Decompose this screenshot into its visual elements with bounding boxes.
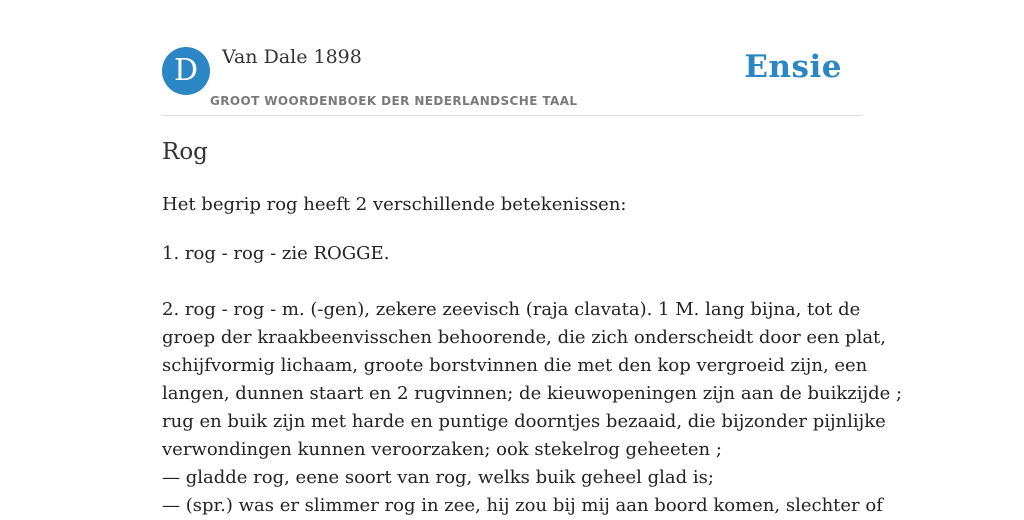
definition-line: 1. rog - rog - zie ROGGE. <box>162 243 390 264</box>
definition-line: — (spr.) was er slimmer rog in zee, hij zou bij mij aan boord komen, slechter of <box>162 495 883 516</box>
definition-list <box>162 240 903 520</box>
definition-line: — gladde rog, eene soort van rog, welks buik geheel glad is; <box>162 467 714 488</box>
definition-line: groep der kraakbeenvisschen behoorende, die zich onderscheidt door een plat, <box>162 327 887 348</box>
source-header <box>162 46 862 116</box>
ensie-logo[interactable]: Ensie <box>744 49 842 85</box>
definition-line: langen, dunnen staart en 2 rugvinnen; de kieuwopeningen zijn aan de buikzijde ; <box>162 383 903 404</box>
definition-line: 2. rog - rog - m. (-gen), zekere zeevisch (raja clavata). 1 M. lang bijna, tot de <box>162 299 861 320</box>
source-title[interactable]: Van Dale 1898 <box>222 46 362 68</box>
definition-line: schijfvormig lichaam, groote borstvinnen die met den kop vergroeid zijn, een <box>162 355 868 376</box>
definition-line: verwondingen kunnen veroorzaken; ook stekelrog geheeten ; <box>162 439 722 460</box>
definition-1 <box>162 240 862 268</box>
header-divider <box>162 115 862 116</box>
source-subtitle: GROOT WOORDENBOEK DER NEDERLANDSCHE TAAL <box>210 94 578 108</box>
definition-intro: Het begrip rog heeft 2 verschillende betekenissen: <box>162 194 627 215</box>
page-title: Rog <box>162 139 208 165</box>
source-avatar[interactable]: D <box>162 47 210 95</box>
definition-line: rug en buik zijn met harde en puntige doorntjes bezaaid, die bijzonder pijnlijke <box>162 411 886 432</box>
definition-2 <box>162 296 903 520</box>
